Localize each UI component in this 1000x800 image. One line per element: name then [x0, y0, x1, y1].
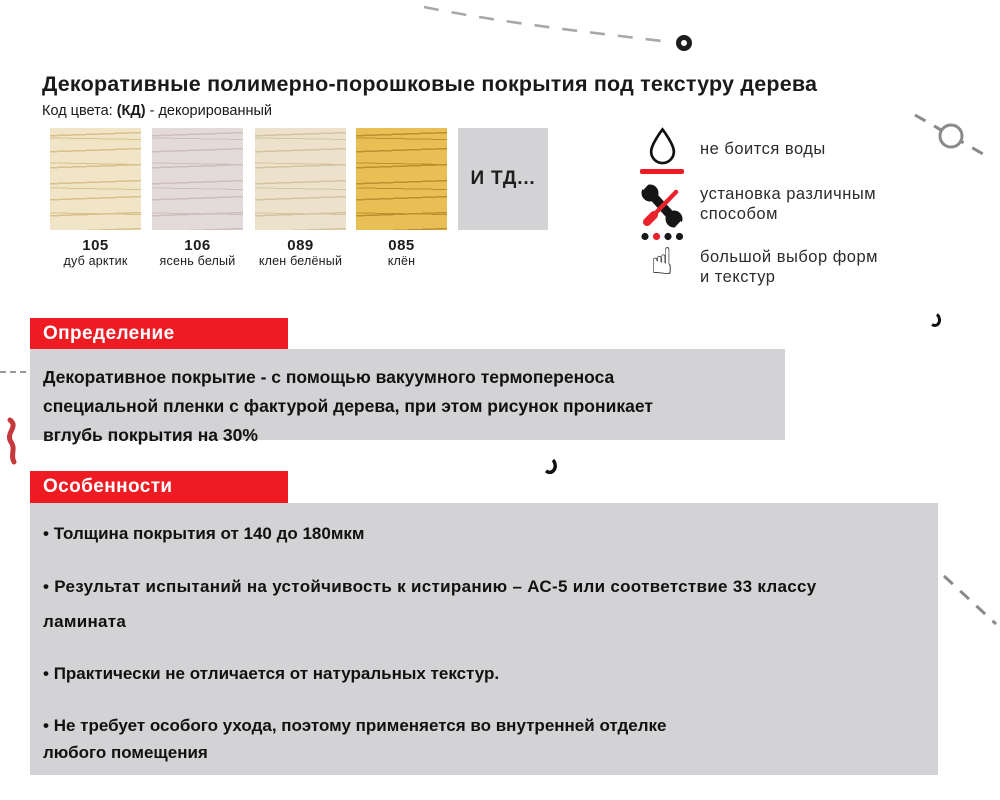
swatch-code: 085 — [388, 237, 415, 254]
bullet-item: • Практически не отличается от натуральных текстур. — [43, 664, 938, 683]
etc-label: И ТД... — [470, 168, 536, 189]
dashed-line-bottomright — [938, 568, 1000, 630]
swatch-code: 106 — [184, 237, 211, 254]
feature-label: установка различным способом — [700, 185, 877, 223]
color-code-value: (КД) — [116, 102, 146, 119]
pointing-hand-glyph: ☝ — [650, 240, 674, 283]
wood-texture-sample — [50, 128, 141, 230]
comma-ornament-icon — [927, 311, 943, 328]
wood-texture-sample — [152, 128, 243, 230]
hand-point-icon — [632, 231, 692, 282]
swatch-085 — [356, 128, 447, 268]
swatch-code: 105 — [82, 237, 109, 254]
peculiarities-heading: Особенности — [30, 471, 288, 503]
definition-heading: Определение — [30, 318, 288, 349]
swatch-code: 089 — [287, 237, 314, 254]
bullet-item: • Результат испытаний на устойчивость к истиранию – АС-5 или соответствие 33 классу ламината — [43, 569, 938, 639]
color-code-note — [42, 103, 272, 119]
bullet-item: • Не требует особого ухода, поэтому применяется во внутренней отделке любого помещения — [43, 712, 938, 766]
swatch-name: дуб арктик — [63, 254, 128, 268]
red-underline — [640, 169, 684, 174]
swatch-105 — [50, 128, 141, 268]
water-drop-icon — [632, 126, 692, 174]
page-title: Декоративные полимерно-порошковые покрытия под текстуру дерева — [42, 72, 818, 97]
swatch-089 — [255, 128, 346, 268]
feature-label: не боится воды — [700, 140, 826, 158]
definition-line: Декоративное покрытие - с помощью вакуумного термопереноса — [43, 367, 615, 387]
swatch-name: клен белёный — [258, 254, 343, 268]
definition-line: специальной пленки с фактурой дерева, при этом рисунок проникает — [43, 396, 653, 416]
wood-texture-sample — [356, 128, 447, 230]
comma-ornament-icon — [541, 456, 557, 474]
dashed-line-circle-topright — [905, 105, 1000, 167]
color-code-prefix: Код цвета: — [42, 102, 117, 119]
feature-choice — [632, 231, 878, 287]
etc-box — [458, 128, 548, 230]
swatch-106 — [152, 128, 243, 268]
definition-body — [30, 349, 785, 445]
bullet-item: • Толщина покрытия от 140 до 180мкм — [43, 524, 938, 543]
color-code-suffix: - декорированный — [145, 102, 272, 119]
red-squiggle-icon — [1, 416, 27, 466]
dashed-curve-top — [418, 0, 673, 48]
swatch-name: клён — [387, 254, 416, 268]
wood-texture-sample — [255, 128, 346, 230]
peculiarities-body — [30, 503, 938, 775]
definition-line: вглубь покрытия на 30% — [43, 425, 258, 445]
dashed-line-left — [0, 371, 26, 373]
feature-installation — [632, 181, 876, 231]
swatch-name: ясень белый — [159, 254, 236, 268]
wrench-screwdriver-icon — [632, 181, 692, 231]
feature-label: большой выбор форм и текстур — [700, 248, 878, 286]
donut-dot-icon — [676, 35, 692, 51]
feature-water-resistant — [632, 126, 826, 174]
